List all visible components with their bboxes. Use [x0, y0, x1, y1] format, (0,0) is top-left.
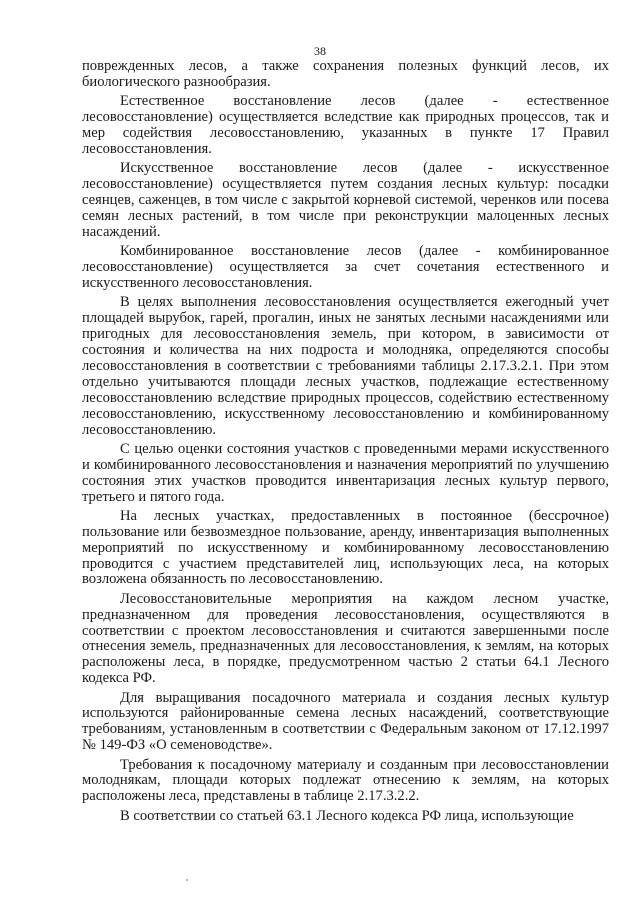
body-text	[82, 59, 609, 828]
paragraph-planting-material: Для выращивания посадочного материала и создания лесных культур используются районированные семена лесных насаждений, соответствующие требованиям, установленным в соответствии с Федеральным законом от 17.12.1997 № 149-ФЗ «О семеноводстве».	[82, 689, 609, 754]
page-number: 38	[314, 44, 326, 58]
paragraph-annual-accounting: В целях выполнения лесовосстановления осуществляется ежегодный учет площадей вырубок, гарей, прогалин, иных не занятых лесными насаждениями или пригодных для лесовосстановления земель, при котором, в зависимости от состояния и количества на них подроста и молодняка, определяются способы лесовосстановления в соответствии с требованиями таблицы 2.17.3.2.1. При этом отдельно учитываются площади лесных участков, подлежащие естественному лесовосстановлению вследствие природных процессов, содействию естественному лесовосстановлению, искусственному лесовосстановлению и комбинированному лесовосстановлению.	[82, 294, 609, 438]
paragraph-requirements: Требования к посадочному материалу и созданным при лесовосстановлении молоднякам, площади которых подлежат отнесению к землям, на которых расположены леса, представлены в таблице 2.17.3.2.2.	[82, 756, 609, 805]
paragraph-inventory: С целью оценки состояния участков с проведенными мерами искусственного и комбинированного лесовосстановления и назначения мероприятий по улучшению состояния этих участков проводится инвентаризация лесных культур первого, третьего и пятого года.	[82, 440, 609, 505]
paragraph-natural-reforestation: Естественное восстановление лесов (далее - естественное лесовосстановление) осуществляется вследствие как природных процессов, так и мер содействия лесовосстановлению, указанных в пункте 17 Правил лесовосстановления.	[82, 93, 609, 157]
paragraph-leased-plots: На лесных участках, предоставленных в постоянное (бессрочное) пользование или безвозмездное пользование, аренду, инвентаризация выполненных мероприятий по искусственному и комбинированному лесовосстановлению проводится с участием представителей лиц, использующих леса, на которых возложена обязанность по лесовосстановлению.	[82, 507, 609, 588]
scan-speck	[186, 879, 188, 881]
paragraph-reforestation-measures: Лесовосстановительные мероприятия на каждом лесном участке, предназначенном для проведения лесовосстановления, осуществляются в соответствии с проектом лесовосстановления и считаются завершенными после отнесения земель, предназначенных для лесовосстановления, к землям, на которых расположены леса, в порядке, предусмотренном частью 2 статьи 64.1 Лесного кодекса РФ.	[82, 590, 609, 687]
paragraph-artificial-reforestation: Искусственное восстановление лесов (далее - искусственное лесовосстановление) осуществляется путем создания лесных культур: посадки сеянцев, саженцев, в том числе с закрытой корневой системой, черенков или посева семян лесных растений, в том числе при реконструкции малоценных лесных насаждений.	[82, 160, 609, 240]
paragraph-article-63-1: В соответствии со статьей 63.1 Лесного кодекса РФ лица, использующие	[120, 807, 574, 824]
paragraph-combined-reforestation: Комбинированное восстановление лесов (далее - комбинированное лесовосстановление) осуществляется за счет сочетания естественного и искусственного лесовосстановления.	[82, 243, 609, 291]
paragraph-continuation: поврежденных лесов, а также сохранения полезных функций лесов, их биологического разнообразия.	[82, 58, 609, 90]
